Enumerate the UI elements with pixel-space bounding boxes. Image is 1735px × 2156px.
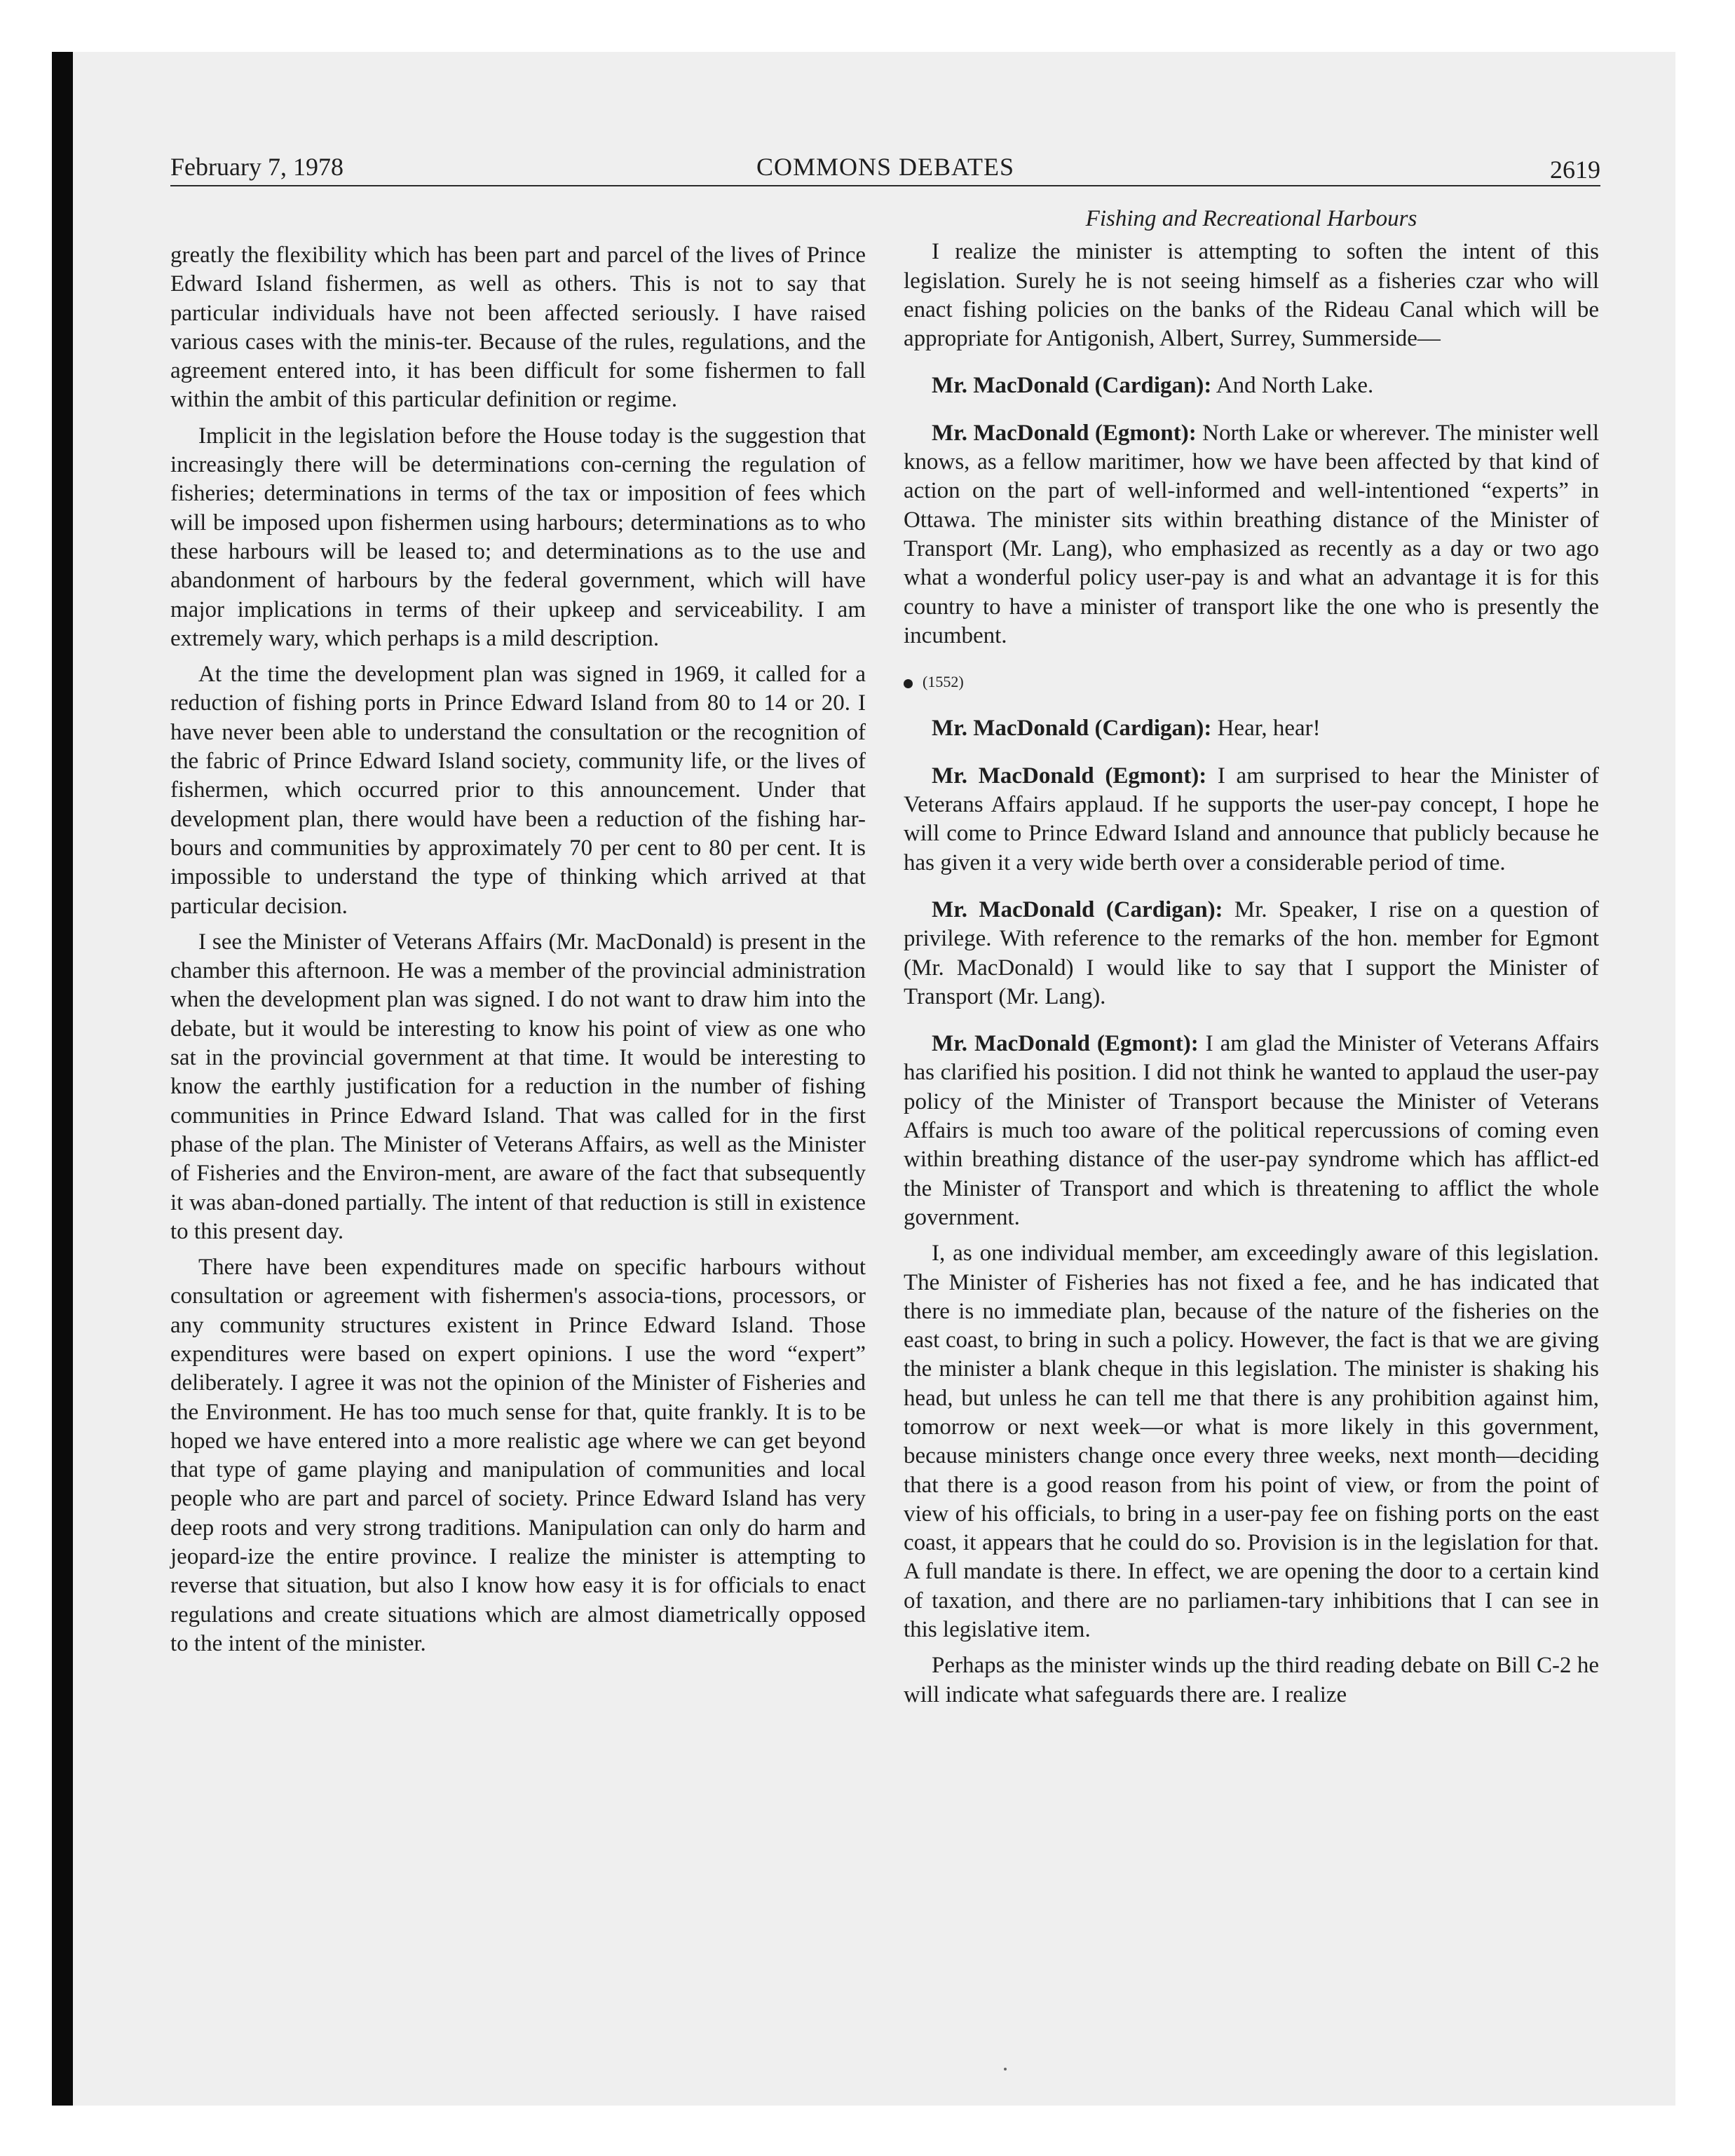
paragraph: I realize the minister is attempting to soften the intent of this legislation. Surely he is not seeing himself as a fisheries czar who will enact fishing policies on the banks of the Rideau Canal which will be appropriate for Antigonish, Albert, Surrey, Summerside— [904, 239, 1599, 352]
paragraph: There have been expenditures made on specific harbours without consultation or agreement with fishermen's associa-tions, processors, or any community structures existent in Prince Edward Island. Those expenditures were based on expert opinions. I use the word “expert” deliberately. I agree it was not the opinion of the Minister of Fisheries and the Environment. He has too much sense for that, quite frankly. It is to be hoped we have entered into a more realistic age where we can get beyond that type of game playing and manipulation of communities and local people who are part and parcel of society. Prince Edward Island has very deep roots and very strong traditions. Manipulation can only do harm and jeopard-ize the entire province. I realize the minister is attempting to reverse that situation, but also I know how easy it is for officials to enact regulations and create situations which are almost diametrically opposed to the intent of the minister. [170, 1255, 866, 1656]
header-date: February 7, 1978 [170, 153, 343, 181]
speech [904, 714, 1599, 743]
speech-text: Hear, hear! [1217, 716, 1321, 742]
speech-text: I am glad the Minister of Veterans Affairs has clarified his position. I did not think he wanted to applaud the user-pay policy of the Minister of Transport because the Minister of Veterans Affairs is much too aware of the political repercussions of coming even within breathing distance of the user-pay syndrome which has afflict-ed the Minister of Transport and which is threatening to afflict the whole government. [904, 1031, 1600, 1230]
speech-text: And North Lake. [1216, 373, 1374, 399]
paragraph: Perhaps as the minister winds up the third reading debate on Bill C-2 he will indicate what safeguards there are. I realize [904, 1653, 1599, 1707]
speaker-name: Mr. MacDonald (Egmont): [932, 1031, 1199, 1057]
bullet-icon [904, 679, 913, 688]
page-header [170, 149, 1600, 185]
paragraph: I see the Minister of Veterans Affairs (Mr. MacDonald) is present in the chamber this afternoon. He was a member of the provincial administration when the development plan was signed. I do not want to draw him into the debate, but it would be interesting to know his point of view as one who sat in the provincial government at that time. It would be interesting to know the earthly justification for a reduction in the number of fishing communities in Prince Edward Island. That was called for in the first phase of the plan. The Minister of Veterans Affairs, as well as the Minister of Fisheries and the Environ-ment, are aware of the fact that subsequently it was aban-doned partially. The intent of that reduction is still in existence to this present day. [170, 929, 866, 1244]
speech [904, 1030, 1599, 1232]
speaker-name: Mr. MacDonald (Cardigan): [932, 716, 1212, 742]
speech-text: North Lake or wherever. The minister well knows, as a fellow maritimer, how we have been affected by that kind of action on the part of well-informed and well-intentioned “experts” in Ottawa. The minister sits within breathing distance of the Minister of Transport (Mr. Lang), who emphasized as recently as a day or two ago what a wonderful policy user-pay is and what an advantage it is for this country to have a minister of transport like the one who is presently the incumbent. [904, 420, 1599, 648]
header-page-number: 2619 [1550, 156, 1600, 184]
time-marker-text: (1552) [923, 673, 964, 691]
header-publication: COMMONS DEBATES [756, 153, 1015, 181]
paragraph: At the time the development plan was signed in 1969, it called for a reduction of fishing ports in Prince Edward Island from 80 to 14 or 20. I have never been able to understand the consultation or the recognition of the fabric of Prince Edward Island society, community life, or the lives of fishermen, which occurred prior to this announcement. Under that development plan, there would have been a reduction of the fishing har-bours and communities by approximately 70 per cent to 80 per cent. It is impossible to understand the type of thinking which arrived at that particular decision. [170, 662, 866, 919]
paragraph: greatly the flexibility which has been part and parcel of the lives of Prince Edward Island fishermen, as well as others. This is not to say that particular individuals have not been affected seriously. I have raised various cases with the minis-ter. Because of the rules, regulations, and the agreement entered into, it has been difficult for some fishermen to fall within the ambit of this particular definition or regime. [170, 243, 866, 413]
speaker-name: Mr. MacDonald (Egmont): [932, 420, 1197, 446]
paragraph: Implicit in the legislation before the House today is the suggestion that increasingly there will be determinations con-cerning the regulation of fisheries; determinations in terms of the tax or imposition of fees which will be imposed upon fishermen using harbours; determinations as to who these harbours will be leased to; and determinations as to the use and abandonment of harbours by the federal government, which will have major implications in terms of their upkeep and serviceability. I am extremely wary, which perhaps is a mild description. [170, 423, 866, 651]
speaker-name: Mr. MacDonald (Cardigan): [932, 896, 1223, 922]
speech-text: I am surprised to hear the Minister of Veterans Affairs applaud. If he supports the user-pay concept, I hope he will come to Prince Edward Island and announce that publicly because he has given it a very wide berth over a considerable period of time. [904, 763, 1599, 875]
left-column [170, 241, 866, 1665]
speaker-name: Mr. MacDonald (Egmont): [932, 763, 1207, 789]
speech-text: Mr. Speaker, I rise on a question of privilege. With reference to the remarks of the hon. member for Egmont (Mr. MacDonald) I would like to say that I support the Minister of Transport (Mr. Lang). [904, 896, 1599, 1009]
speech [904, 371, 1599, 400]
scan-edge [52, 52, 73, 2106]
scan-speck [1004, 2068, 1007, 2070]
right-column [904, 205, 1599, 1717]
speech [904, 419, 1599, 650]
time-marker [904, 667, 1599, 696]
speech [904, 762, 1599, 878]
header-rule [170, 185, 1600, 186]
speaker-name: Mr. MacDonald (Cardigan): [932, 373, 1212, 399]
paragraph: I, as one individual member, am exceedingly aware of this legislation. The Minister of Fisheries has not fixed a fee, and he has indicated that there is no immediate plan, because of the nature of the fisheries on the east coast, to bring in such a policy. However, the fact is that we are giving the minister a blank cheque in this legislation. The minister is shaking his head, but unless he can tell me that there is any prohibition against him, tomorrow or next week—or what is more likely in this government, because ministers change once every three weeks, next month—deciding that there is a good reason from his point of view, or from the point of view of his officials, to bring in a user-pay fee on fishing ports on the east coast, it appears that he could do so. Provision is in the legislation for that. A full mandate is there. In effect, we are opening the door to a certain kind of taxation, and there are no parliamen-tary inhibitions that I can see in this legislative item. [904, 1241, 1599, 1643]
speech [904, 896, 1599, 1011]
section-caption: Fishing and Recreational Harbours [1085, 206, 1417, 231]
